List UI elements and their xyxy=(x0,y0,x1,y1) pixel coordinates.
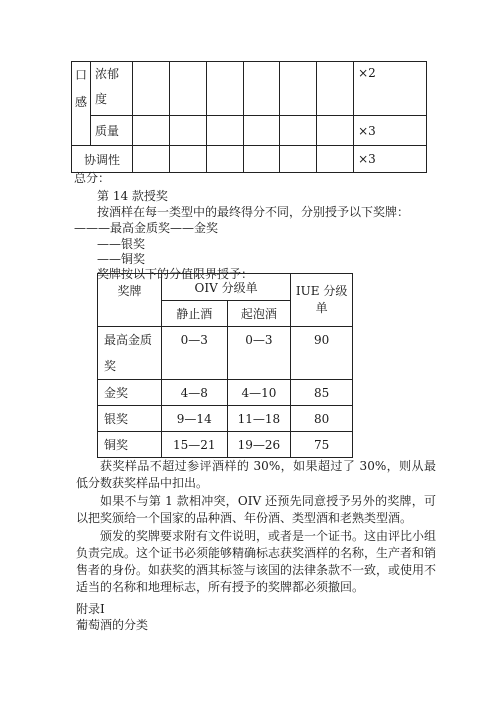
appendix-title: 葡萄酒的分类 xyxy=(76,618,149,632)
header-oiv: OIV 分级单 xyxy=(161,274,290,301)
thresholds-intro: 奖牌按以下的分值限界授予： xyxy=(97,267,254,281)
medal-name: 最高金质 奖 xyxy=(98,327,162,380)
medal-name: 银奖 xyxy=(98,406,162,432)
still-range: 9—14 xyxy=(161,406,227,432)
sparkling-range: 4—10 xyxy=(227,380,291,406)
header-sparkling-wine: 起泡酒 xyxy=(227,301,291,327)
harmony-factor: ×3 xyxy=(354,146,427,173)
paragraph-award-limit: 获奖样品不超过参评酒样的 30%，如果超过了 30%，则从最低分数获奖样品中扣出。 xyxy=(76,459,436,490)
paragraph-certificate: 颁发的奖牌要求附有文件说明，或者是一个证书。这由评比小组负责完成。这个证书必须能够精确标志获奖酒样的名称，生产者和销售者的身份。如获奖的酒其标签与该国的法律条款不一致，或使用不适当的名称和地理标志，所有授予的奖牌都必须撤回。 xyxy=(76,529,437,594)
medal-thresholds-table xyxy=(97,273,353,458)
article-title: 第 14 款授奖 xyxy=(97,189,168,203)
still-range: 4—8 xyxy=(161,380,227,406)
medal-name: 金奖 xyxy=(98,380,162,406)
iue-score: 85 xyxy=(291,380,353,406)
appendix-label: 附录Ⅰ xyxy=(76,602,105,616)
scoring-table xyxy=(71,61,427,173)
quality-item-cell: 质量 xyxy=(90,116,132,146)
still-range: 0—3 xyxy=(161,327,227,380)
header-medal: 奖牌 xyxy=(98,274,162,327)
iue-score: 90 xyxy=(291,327,353,380)
total-label: 总分： xyxy=(74,171,111,185)
medal-bronze-line: ——铜奖 xyxy=(97,252,146,266)
taste-category-cell: 口 感 xyxy=(72,62,91,146)
medal-gold-line: ———最高金质奖——金奖 xyxy=(74,221,219,235)
harmony-cell: 协调性 xyxy=(72,146,133,173)
medal-name: 铜奖 xyxy=(98,432,162,458)
header-still-wine: 静止酒 xyxy=(161,301,227,327)
intensity-factor: ×2 xyxy=(354,62,427,116)
sparkling-range: 0—3 xyxy=(227,327,291,380)
quality-factor: ×3 xyxy=(354,116,427,146)
header-iue: IUE 分级单 xyxy=(291,274,353,327)
paragraph-extra-awards: 如果不与第 1 款相冲突，OIV 还预先同意授予另外的奖牌，可以把奖颁给一个国家的品种酒、年份酒、类型酒和老熟类型酒。 xyxy=(76,494,436,525)
medal-silver-line: ——银奖 xyxy=(97,237,146,251)
intensity-item-cell: 浓郁 度 xyxy=(90,62,132,116)
sparkling-range: 19—26 xyxy=(227,432,291,458)
sparkling-range: 11—18 xyxy=(227,406,291,432)
article-intro: 按酒样在每一类型中的最终得分不同，分别授予以下奖牌： xyxy=(97,205,410,219)
iue-score: 75 xyxy=(291,432,353,458)
iue-score: 80 xyxy=(291,406,353,432)
still-range: 15—21 xyxy=(161,432,227,458)
